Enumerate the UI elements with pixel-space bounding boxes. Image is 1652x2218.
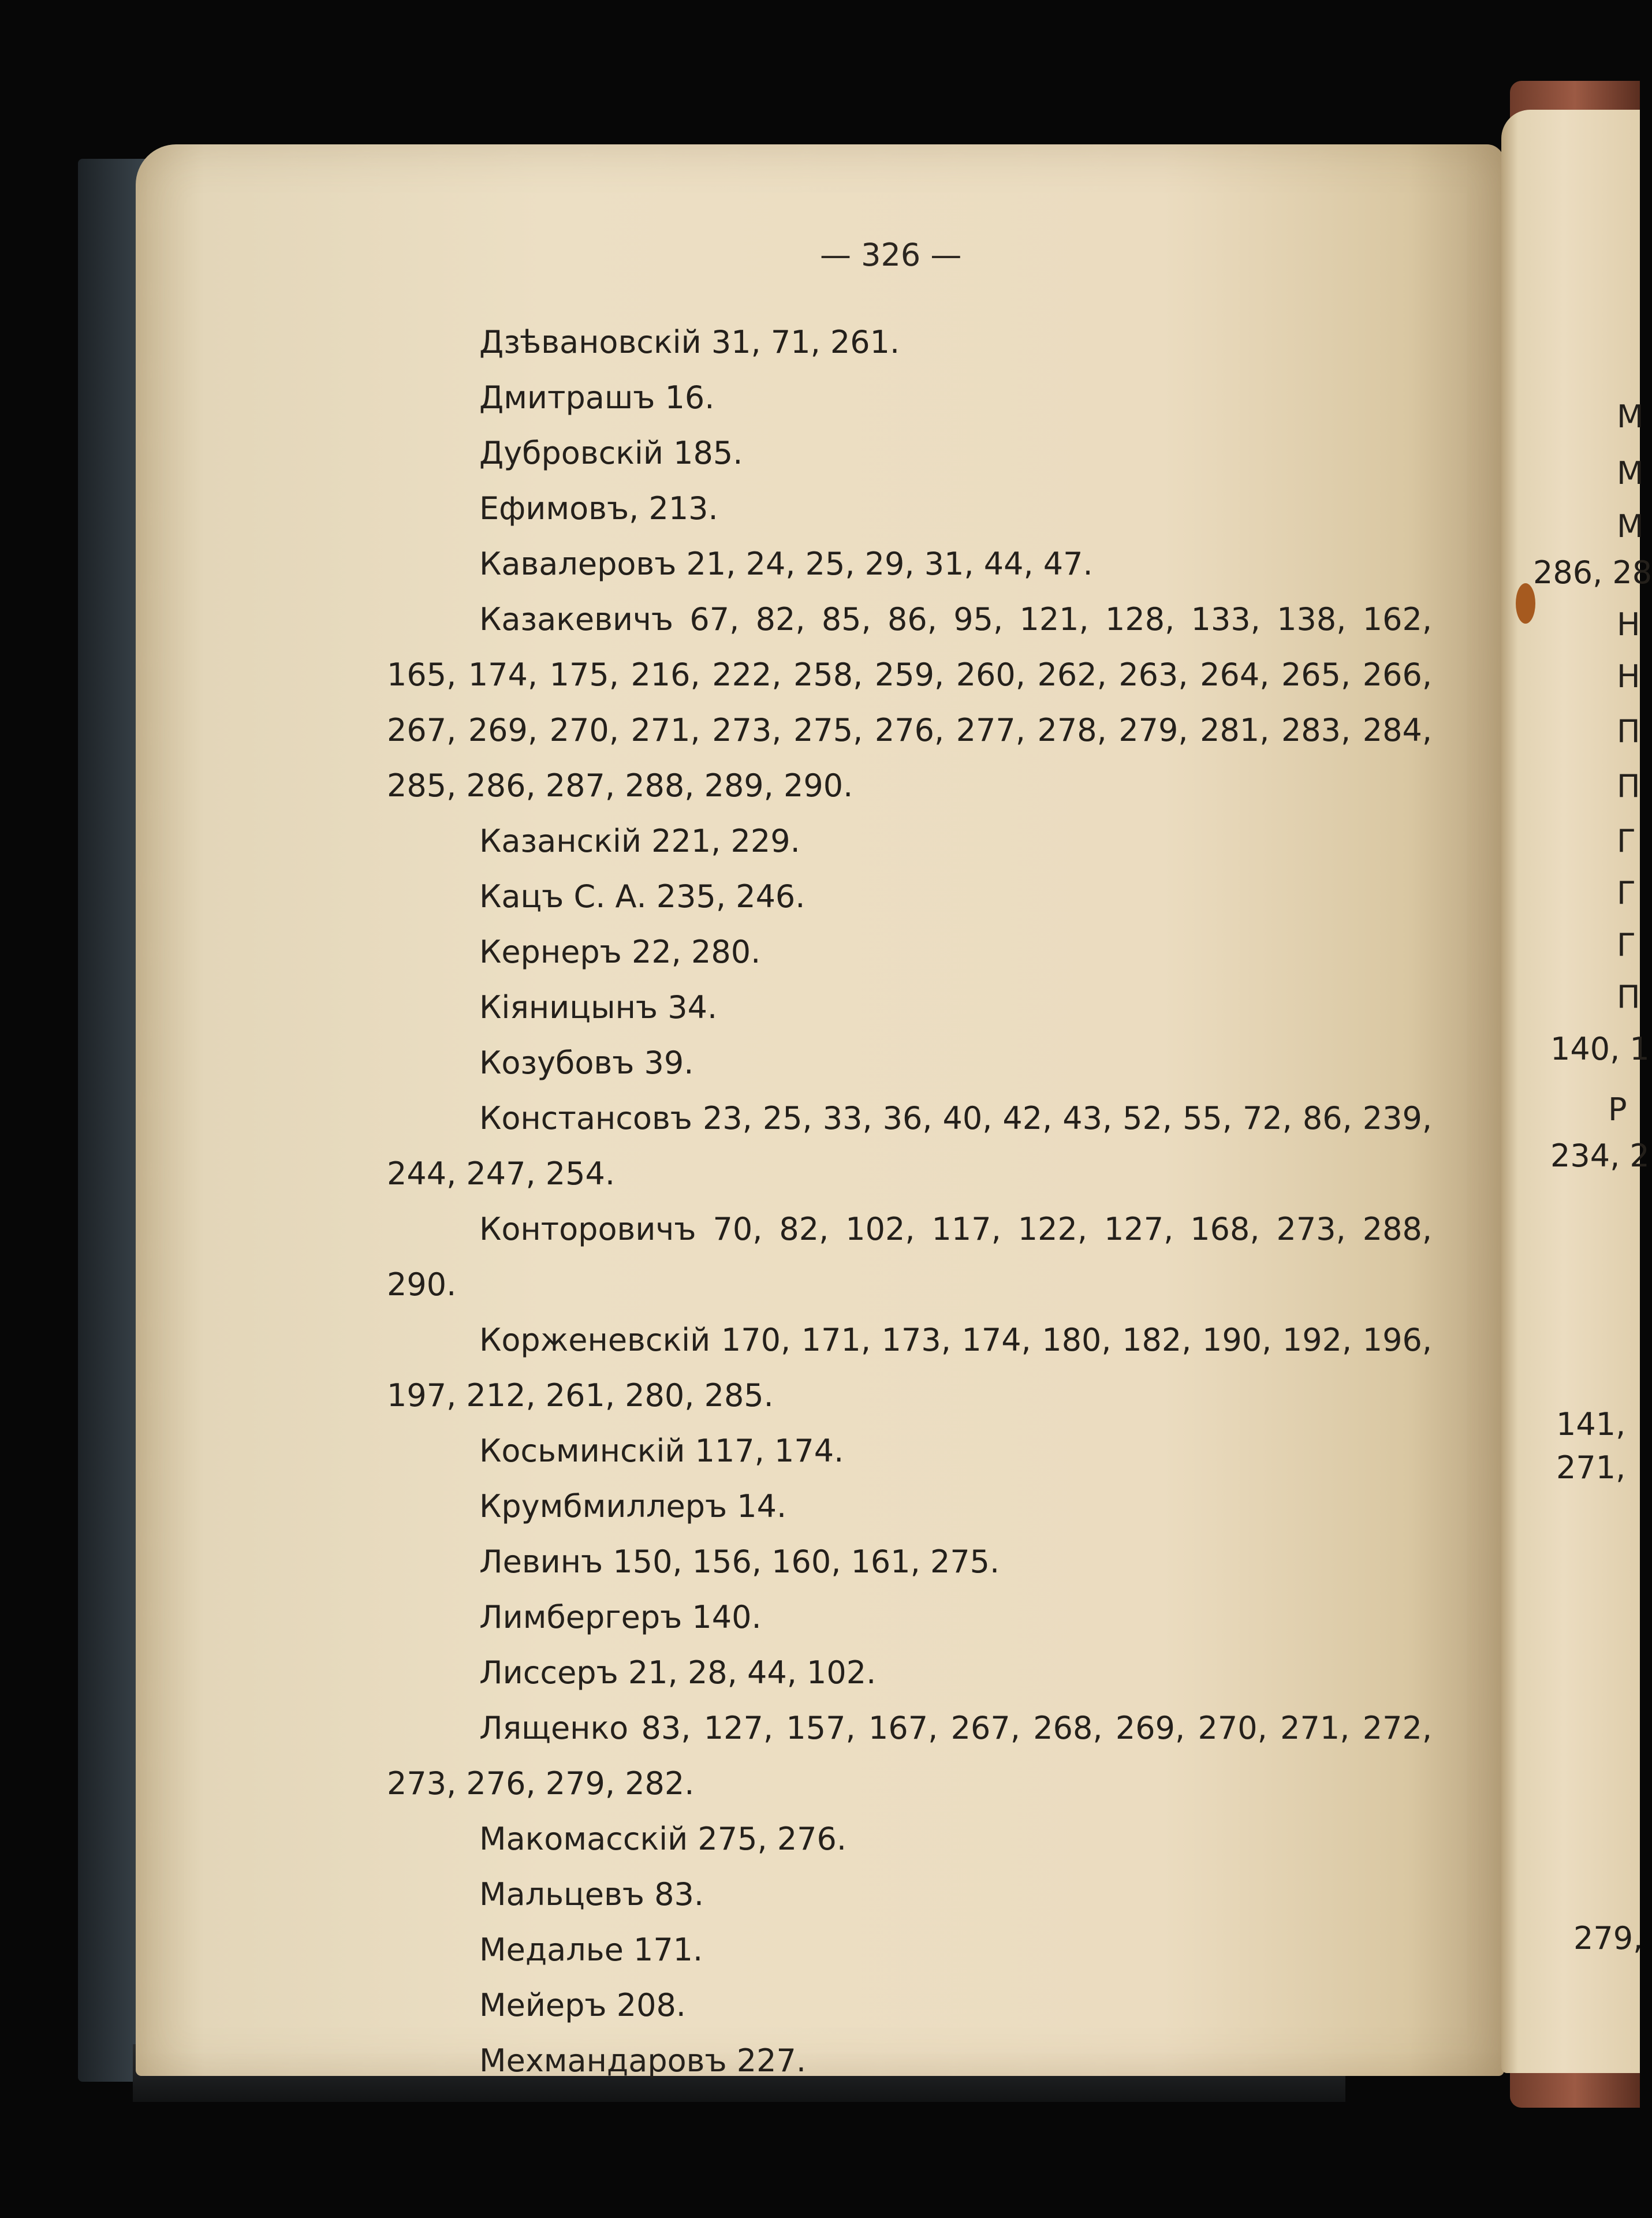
facing-line: 279,	[1573, 1920, 1643, 1956]
index-entry: Констансовъ 23, 25, 33, 36, 40, 42, 43, 52, 55, 72, 86, 239, 244, 247, 254.	[387, 1100, 1432, 1192]
facing-line: Н	[1617, 658, 1640, 695]
facing-page-text	[1501, 110, 1652, 2073]
index-entry: Мехмандаровъ 227.	[479, 2042, 807, 2079]
facing-line: Г	[1617, 875, 1636, 911]
index-entry: Корженевскій 170, 171, 173, 174, 180, 182, 190, 192, 196, 197, 212, 261, 280, 285.	[387, 1322, 1432, 1414]
index-entry: Мальцевъ 83.	[479, 1876, 704, 1913]
index-entry: Дмитрашъ 16.	[479, 379, 715, 416]
facing-line: П	[1617, 979, 1640, 1015]
facing-line: 140, 1	[1550, 1031, 1650, 1067]
facing-line: Р	[1608, 1091, 1627, 1128]
index-entry: Лиссеръ 21, 28, 44, 102.	[479, 1654, 877, 1691]
facing-line: М	[1617, 398, 1644, 435]
facing-line: Г	[1617, 927, 1636, 963]
index-entry: Крумбмиллеръ 14.	[479, 1488, 787, 1524]
paper-stain	[1516, 583, 1535, 624]
index-entry: Лимбергеръ 140.	[479, 1599, 762, 1635]
facing-line: М	[1617, 508, 1644, 545]
facing-line: Н	[1617, 606, 1640, 643]
index-entry: Кацъ С. А. 235, 246.	[479, 878, 806, 915]
facing-line: М	[1617, 455, 1644, 491]
index-entry: Мейеръ 208.	[479, 1987, 686, 2023]
facing-line: П	[1617, 768, 1640, 804]
index-entry: Конторовичъ 70, 82, 102, 117, 122, 127, 168, 273, 288, 290.	[387, 1211, 1432, 1303]
facing-line: Г	[1617, 823, 1636, 859]
index-entry: Ефимовъ, 213.	[479, 490, 718, 527]
index-entry: Кавалеровъ 21, 24, 25, 29, 31, 44, 47.	[479, 546, 1093, 582]
index-entry: Козубовъ 39.	[479, 1045, 694, 1081]
facing-line: 271,	[1556, 1449, 1626, 1486]
index-entry: Казакевичъ 67, 82, 85, 86, 95, 121, 128, 133, 138, 162, 165, 174, 175, 216, 222, 258, 259, 260, 262, 263, 264, 265, 266, 267, 269, 270, 271, 273, 275, 276, 277, 278, 279, 281, 283, 284, 285, 286, 287, 288, 289, 290.	[387, 601, 1432, 804]
index-entry: Лященко 83, 127, 157, 167, 267, 268, 269, 270, 271, 272, 273, 276, 279, 282.	[387, 1710, 1432, 1802]
facing-line: 234, 2	[1550, 1138, 1650, 1174]
index-entry: Казанскій 221, 229.	[479, 823, 800, 859]
page-number-header: — 326 —	[820, 237, 962, 273]
index-entry: Левинъ 150, 156, 160, 161, 275.	[479, 1544, 1000, 1580]
index-entry: Косьминскій 117, 174.	[479, 1433, 844, 1469]
index-entry: Кернеръ 22, 280.	[479, 934, 761, 970]
index-entry: Дубровскій 185.	[479, 435, 743, 471]
index-entry: Макомасскій 275, 276.	[479, 1821, 847, 1857]
facing-line: 286, 28	[1533, 554, 1652, 591]
index-entry: Кіяницынъ 34.	[479, 989, 718, 1026]
index-entry: Медалье 171.	[479, 1932, 703, 1968]
right-page	[1501, 110, 1652, 2073]
index-entry: Дзѣвановскій 31, 71, 261.	[479, 324, 900, 360]
facing-line: 141,	[1556, 1406, 1626, 1442]
index-entries	[387, 315, 1432, 2089]
facing-line: П	[1617, 713, 1640, 750]
